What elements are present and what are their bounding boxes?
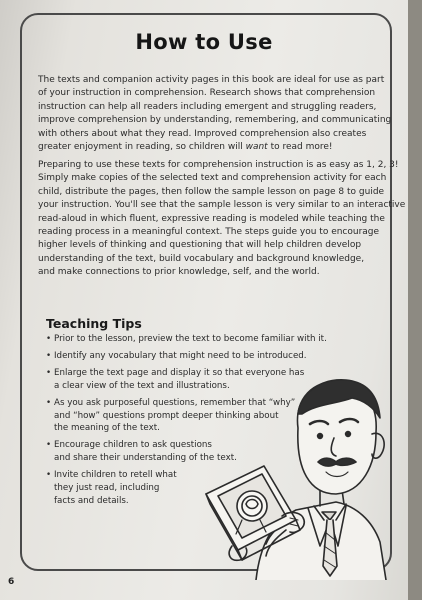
prep-line: read-aloud in which fluent, expressive reading is modeled while teaching the — [38, 213, 385, 224]
emphasis-word: want — [245, 142, 268, 153]
intro-line-last — [38, 141, 374, 154]
bullet-icon: • — [46, 470, 52, 481]
tip-line: facts and details. — [54, 495, 129, 506]
tip-line: the meaning of the text. — [54, 423, 160, 434]
tip-item — [46, 350, 336, 363]
tip-line: a clear view of the text and illustrations. — [54, 380, 230, 391]
bullet-icon: • — [46, 367, 52, 378]
prep-line: and make connections to prior knowledge, self, and the world. — [38, 267, 320, 278]
tip-line: and share their understanding of the text. — [54, 453, 237, 464]
intro-line: with others about what they read. Improved comprehension also creates — [38, 128, 367, 139]
page-title: How to Use — [135, 30, 273, 54]
tip-item — [46, 333, 336, 346]
teacher-illustration — [186, 370, 391, 580]
prep-line: Simply make copies of the selected text and comprehension activity for each — [38, 173, 387, 184]
tip-line: Encourage children to ask questions — [54, 440, 212, 451]
teaching-tips-heading: Teaching Tips — [46, 316, 142, 331]
prep-line: understanding of the text, build vocabulary and background knowledge, — [38, 253, 365, 264]
intro-line: instruction can help all readers including emergent and struggling readers, — [38, 101, 377, 112]
preparation-paragraph — [38, 159, 406, 280]
tip-line: Identify any vocabulary that might need to be introduced. — [54, 350, 307, 361]
intro-paragraph — [38, 74, 392, 154]
prep-line: reading process in a meaningful context. The steps guide you to encourage — [38, 227, 380, 238]
bullet-icon: • — [46, 440, 52, 451]
tip-line: and “how” questions prompt deeper thinking about — [54, 410, 279, 421]
prep-line: your instruction. You'll see that the sample lesson is very similar to an interactive — [38, 200, 406, 211]
tip-line: they just read, including — [54, 482, 160, 493]
prep-line: child, distribute the pages, then follow the sample lesson on page 8 to guide — [38, 186, 385, 197]
intro-text: to read more! — [267, 142, 333, 153]
bullet-icon: • — [46, 334, 52, 344]
prep-line: Preparing to use these texts for comprehension instruction is as easy as 1, 2, 3! — [38, 160, 399, 170]
tip-line: Prior to the lesson, preview the text to become familiar with it. — [54, 334, 327, 344]
intro-line: of your instruction in comprehension. Research shows that comprehension — [38, 88, 376, 99]
prep-line: higher levels of thinking and questioning that will help children develop — [38, 240, 362, 251]
page-number: 6 — [8, 577, 15, 587]
intro-text: greater enjoyment in reading, so children will — [38, 142, 246, 153]
tip-line: Invite children to retell what — [54, 470, 177, 481]
intro-line: The texts and companion activity pages in this book are ideal for use as part — [38, 75, 385, 85]
intro-line: improve comprehension by understanding, remembering, and communicating — [38, 115, 392, 126]
tip-line: As you ask purposeful questions, remember that “why” — [54, 397, 296, 408]
bullet-icon: • — [46, 350, 52, 361]
tip-line: Enlarge the text page and display it so that everyone has — [54, 367, 305, 378]
bullet-icon: • — [46, 397, 52, 408]
